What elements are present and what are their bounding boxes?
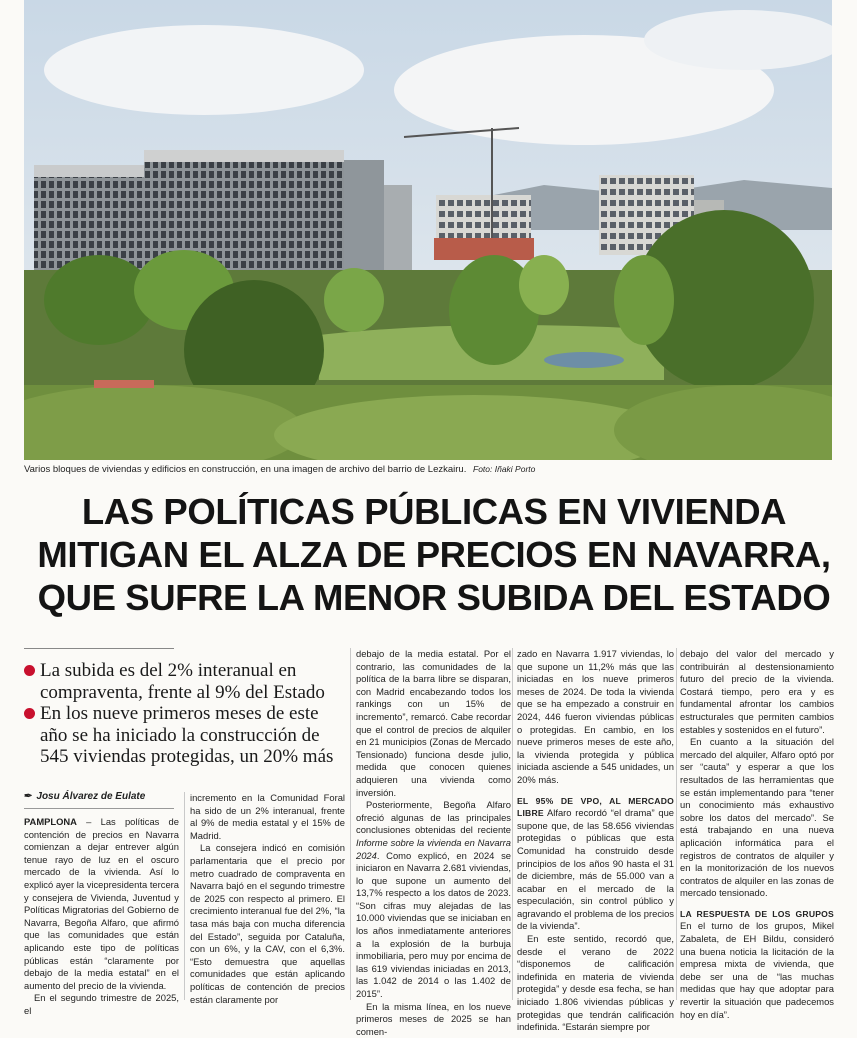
paragraph: debajo de la media estatal. Por el contrario, las comunidades de la política de la barra libre se disparan, con Madrid encabezando todos los rankings con un 15% de incremento”, remarcó. Cabe recordar que el control de precios de alquiler en 21 municipios (Zonas de Mercado Tensionado) funciona desde julio, medida que conocen quienes adquieren una vivienda como inversión. [356, 648, 511, 798]
report-title: Informe sobre la vivienda en Navarra 2024 [356, 836, 511, 861]
column-divider [676, 648, 677, 1000]
headline-line: MITIGAN EL ALZA DE PRECIOS EN NAVARRA, [37, 534, 831, 575]
highlight-text: La subida es del 2% interanual en compraventa, frente al 9% del Estado [40, 660, 325, 703]
paragraph [24, 816, 179, 992]
byline [24, 791, 145, 802]
headline-line: LAS POLÍTICAS PÚBLICAS EN VIVIENDA [81, 491, 787, 532]
paragraph [356, 799, 511, 1001]
article-column-1 [24, 816, 179, 1018]
paragraph: zado en Navarra 1.917 viviendas, lo que supone un 11,2% más que las iniciadas en los nueve primeros meses de 2024. De toda la vivienda que se ha empezado a construir en 2024, 446 fueron viviendas públicas o protegidas. En cambio, en los nueve primeros meses de este año, la vivienda protegida y pública iniciada asciende a 545 unidades, un 20% más. [517, 648, 674, 785]
paragraph: En el segundo trimestre de 2025, el [24, 992, 179, 1016]
bullet-dot-icon [24, 665, 35, 676]
article-column-4 [517, 648, 674, 1034]
paragraph: La consejera indicó en comisión parlamentaria que el precio por metro cuadrado de compraventa en Navarra bajó en el segundo trimestre de 2025 con respecto al primero. El crecimiento interanual fue del 2%, “la tasa más baja con mucha diferencia del Estado”, seguida por Cataluña, con un 6%, y la CAV, con el 6,3%. “Esto demuestra que aquellas comunidades que están aplicando políticas de contención de precios están claramente por [190, 842, 345, 1005]
caption-text: Varios bloques de viviendas y edificios en construcción, en una imagen de archivo del barrio de Lezkairu. [24, 464, 467, 475]
column-divider [512, 648, 513, 1000]
divider [24, 808, 174, 809]
paragraph: incremento en la Comunidad Foral ha sido de un 2% interanual, frente al 9% de media estatal y el 15% de Madrid. [190, 792, 345, 841]
column-divider [350, 648, 351, 1000]
subheading: EL 95% DE VPO, AL MERCADO LIBRE [517, 795, 674, 819]
divider [24, 648, 174, 649]
headline [24, 490, 844, 619]
paragraph: debajo del valor del mercado y contribuirán al destensionamiento futuro del precio de la vivienda. Costará tiempo, pero era y es fundamental afrontar los cambios estructurales que permiten cambios estables y sostenidos en el futuro”. [680, 648, 834, 735]
paragraph: En la misma línea, en los nueve primeros meses de 2025 se han comen- [356, 1000, 511, 1037]
paragraph: En este sentido, recordó que, desde el verano de 2022 “disponemos de calificación indefinida en materia de vivienda protegida” y desde esa fecha, se han iniciado 1.806 viviendas públicas y protegidas que tendrán calificación indefinida. “Estarán siempre por [517, 933, 674, 1033]
article-column-5 [680, 648, 834, 1021]
dateline: PAMPLONA [24, 816, 77, 827]
paragraph-text: Posteriormente, Begoña Alfaro ofreció algunas de las principales conclusiones obtenidas del reciente [356, 799, 511, 836]
highlight-item [24, 703, 346, 768]
paragraph [680, 908, 834, 1021]
photo-credit: Foto: Iñaki Porto [473, 464, 536, 474]
subheading: LA RESPUESTA DE LOS GRUPOS [680, 908, 834, 919]
paragraph-text: Alfaro recordó “el drama” que supone que, de las 58.656 viviendas protegidas o públicas que esta Comunidad ha construido desde principios de los años 90 hasta el 31 de diciembre, más de 55.000 van a acabar en el mercado de la especulación, sin control público y agravando el problema de los precios de la vivienda”. [517, 807, 674, 932]
photo-caption [24, 464, 834, 475]
highlights [24, 660, 346, 768]
headline-line: QUE SUFRE LA MENOR SUBIDA DEL ESTADO [37, 577, 831, 618]
paragraph: En cuanto a la situación del mercado del alquiler, Alfaro optó por ser “cauta” y esperar a que los resultados de las herramientas que se están implementando para “tener un conocimiento más exhaustivo sobre los datos del mercado”. Se está trabajando en una nueva aplicación informática para el registros de contratos de alquiler y en la monitorización de los nuevos contratos de alquiler en las zonas de mercado tensionado. [680, 736, 834, 899]
highlight-text: En los nueve primeros meses de este año se ha iniciado la construcción de 545 viviendas protegidas, un 20% más [40, 703, 334, 767]
column-divider [184, 792, 185, 1000]
bullet-dot-icon [24, 708, 35, 719]
paragraph-text: En el turno de los grupos, Mikel Zabaleta, de EH Bildu, consideró una buena noticia la licitación de la empresa mixta de vivienda, que debe ser una de “las muchas medidas que hay que adoptar para revertir la situación que padecemos hoy en día”. [680, 920, 834, 1020]
pen-icon: ✒ [24, 791, 33, 802]
highlight-item [24, 660, 346, 703]
news-photo [24, 0, 832, 460]
paragraph-text: . Como explicó, en 2024 se iniciaron en Navarra 2.681 viviendas, lo que supone un aumento del 13,7% respecto a los datos de 2023. “Son cifras muy alejadas de las 10.000 viviendas que se iniciaban en los años inmediatamente anteriores a la explosión de la burbuja inmobiliaria, pero muy por encima de las 619 viviendas iniciadas en 2013, las 1.042 de 2014 o las 1.402 de 2015”. [356, 849, 511, 1000]
paragraph-text: – Las políticas de contención de precios en Navarra comienzan a dejar entrever algún tenue rayo de luz en el oscuro mercado de la vivienda. Así lo explicó ayer la vicepresidenta tercera y consejera de Vivienda, Juventud y Políticas Migratorias del Gobierno de Navarra, Begoña Alfaro, que afirmó que las comunidades que están aplicando este tipo de políticas públicas están “claramente por debajo de la media estatal” en el aumento del precio de la vivienda. [24, 816, 179, 991]
paragraph [517, 795, 674, 934]
article-column-2 [190, 792, 345, 1006]
article-column-3 [356, 648, 511, 1038]
byline-author: Josu Álvarez de Eulate [36, 791, 146, 802]
